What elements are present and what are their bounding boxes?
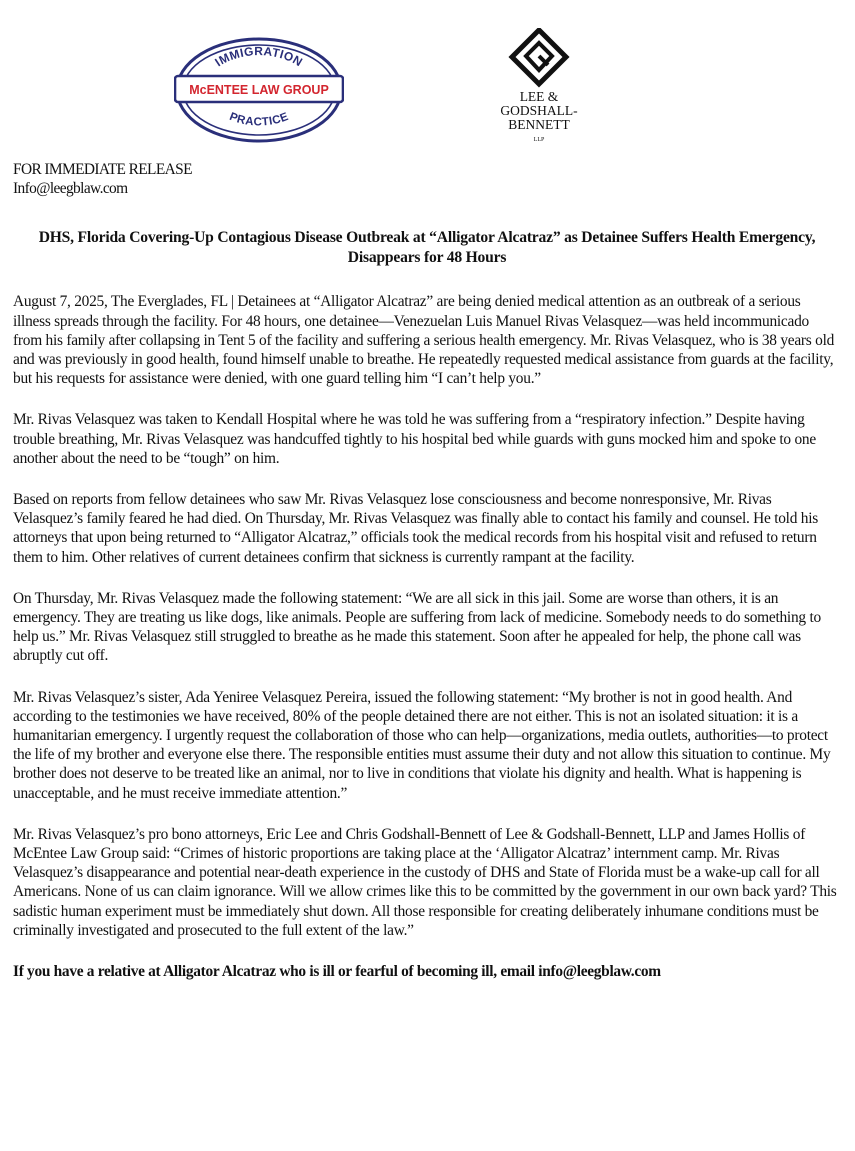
stamp-center-text: McENTEE LAW GROUP [189,83,329,97]
lee-line-2: GODSHALL- [500,103,578,118]
closing-call-to-action: If you have a relative at Alligator Alcatraz who is ill or fearful of becoming ill, email info@leegblaw.com [13,963,661,981]
lee-line-3: BENNETT [508,117,570,132]
lee-line-1: LEE & [519,89,559,104]
lee-godshall-bennett-logo [486,28,592,148]
paragraph-5: Mr. Rivas Velasquez’s sister, Ada Yeniree Velasquez Pereira, issued the following statement: “My brother is not in good health. And according to the testimonies we have received, 80% of the people detained there are not either. This is not an isolated situation: it is a humanitarian emergency. I urgently request the collaboration of those who can help—organizations, media outlets, authorities—to protect the life of my brother and everyone else there. The responsible entities must assume their duty and not allow this situation to continue. My brother does not deserve to be treated like an animal, nor to live in conditions that violate his dignity and health. What is happening is unacceptable, and he must receive immediate attention.” [13,688,831,802]
stamp-top-text: IMMIGRATION [212,44,306,70]
paragraph-6: Mr. Rivas Velasquez’s pro bono attorneys, Eric Lee and Chris Godshall-Bennett of Lee & Godshall-Bennett, LLP and James Hollis of McEntee Law Group said: “Crimes of historic proportions are taking place at the ‘Alligator Alcatraz’ internment camp. Mr. Rivas Velasquez’s disappearance and potential near-death experience in the custody of DHS and State of Florida must be a wake-up call for all Americans. None of us can claim ignorance. Will we allow crimes like this to be committed by the government in our own back yard? This sadistic human experiment must be immediately shut down. All those responsible for creating deliberately inhumane conditions must be criminally investigated and prosecuted to the full extent of the law.” [13,825,837,939]
press-release-body [13,160,841,981]
paragraph-2: Mr. Rivas Velasquez was taken to Kendall Hospital where he was told he was suffering from a “respiratory infection.” Despite having trouble breathing, Mr. Rivas Velasquez was handcuffed tightly to his hospital bed while guards with guns mocked him and spoke to one another about the need to be “tough” on him. [13,411,816,467]
paragraph-1: August 7, 2025, The Everglades, FL | Detainees at “Alligator Alcatraz” are being denied medical attention as an outbreak of a serious illness spreads through the facility. For 48 hours, one detainee—Venezuelan Luis Manuel Rivas Velasquez—was held incommunicado from his family after collapsing in Tent 5 of the facility and suffering a serious health emergency. Mr. Rivas Velasquez, who is 38 years old and was previously in good health, found himself unable to breathe. He repeatedly requested medical assistance from guards at the facility, but his requests for assistance were denied, with one guard telling him “I can’t help you.” [13,293,835,388]
contact-email: Info@leegblaw.com [13,180,128,198]
paragraph-4: On Thursday, Mr. Rivas Velasquez made the following statement: “We are all sick in this jail. Some are worse than others, it is an emergency. They are treating us like dogs, like animals. People are suffering from lack of medicine. Somebody needs to do something to help us.” Mr. Rivas Velasquez still struggled to breathe as he made this statement. Soon after he appealed for help, the phone call was abruptly cut off. [13,589,821,665]
headline: DHS, Florida Covering-Up Contagious Disease Outbreak at “Alligator Alcatraz” as Detainee Suffers Health Emergency, Disappears for 48 Hours [38,229,816,266]
logo-bar [0,0,855,155]
paragraph-3: Based on reports from fellow detainees who saw Mr. Rivas Velasquez lose consciousness and become nonresponsive, Mr. Rivas Velasquez’s family feared he had died. On Thursday, Mr. Rivas Velasquez was finally able to contact his family and counsel. He told his attorneys that upon being returned to “Alligator Alcatraz,” officials took the medical records from his hospital visit and refused to return them to him. Other relatives of current detainees confirm that sickness is currently rampant at the facility. [13,491,818,566]
lee-line-4: LLP [533,137,545,143]
release-label: FOR IMMEDIATE RELEASE [13,161,192,178]
diamond-mark-icon [512,30,566,84]
stamp-bottom-text: PRACTICE [227,110,291,129]
mcentee-law-group-logo [174,36,344,144]
